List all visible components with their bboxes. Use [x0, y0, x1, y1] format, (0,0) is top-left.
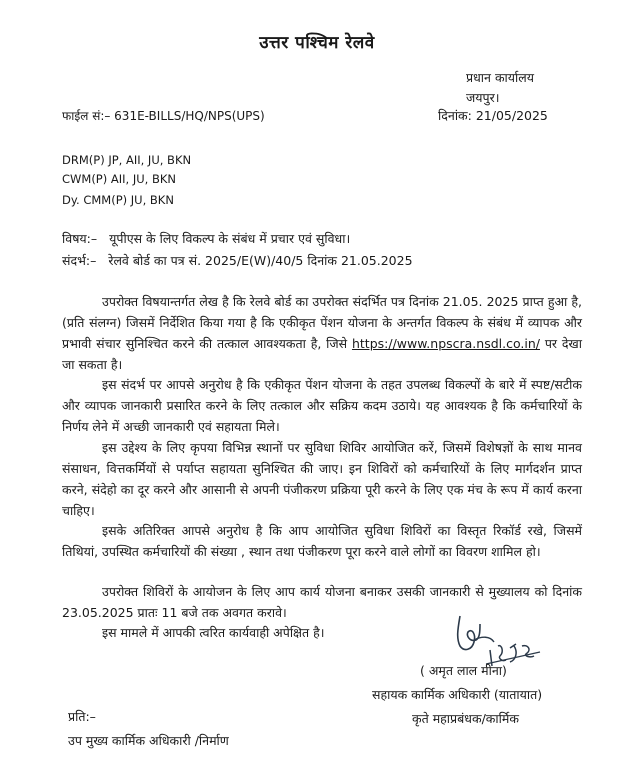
addressee-cwm: CWM(P) AII, JU, BKN	[62, 172, 177, 186]
paragraph-1	[62, 291, 582, 375]
reference-line	[62, 252, 413, 269]
letter-date: दिनांक: 21/05/2025	[438, 108, 548, 123]
paragraph-4-text: इसके अतिरिक्त आपसे अनुरोध है कि आप आयोजित सुविधा शिविरों का विस्तृत रिकॉर्ड रखे, जिसमें तिथियां, उपस्थित कर्मचारियों की संख्या , स्थान तथा पंजीकरण पूरा करने वाले लोगों का विवरण शामिल हो।	[62, 523, 582, 559]
office-block	[466, 68, 534, 108]
subject-label: विषय:–	[62, 231, 98, 246]
addressee-dycmm: Dy. CMM(P) JU, BKN	[62, 193, 174, 207]
office-city: जयपुर।	[466, 90, 500, 105]
paragraph-6-text: इस मामले में आपकी त्वरित कार्यवाही अपेक्षित है।	[102, 625, 325, 640]
paragraph-3	[62, 437, 582, 521]
paragraph-2-text: इस संदर्भ पर आपसे अनुरोध है कि एकीकृत पेंशन योजना के तहत उपलब्ध विकल्पों के बारे में स्पष्ट/सटीक और व्यापक जानकारी प्रसारित करने के लिए तत्काल और सक्रिय कदम उठाये। यह आवश्यक है कि कर्मचारियों के निर्णय लेने में अच्छी जानकारी एवं सहायता मिले।	[62, 377, 582, 434]
letter-heading: उत्तर पश्चिम रेलवे	[259, 33, 375, 53]
addressee-drm: DRM(P) JP, AII, JU, BKN	[62, 153, 192, 167]
file-number: फाईल सं:– 631E-BILLS/HQ/NPS(UPS)	[62, 109, 265, 123]
reference-text: रेलवे बोर्ड का पत्र सं. 2025/E(W)/40/5 दिनांक 21.05.2025	[108, 253, 413, 268]
paragraph-1-tail: पर देखा जा सकता है।	[62, 336, 582, 372]
paragraph-2	[62, 374, 582, 437]
office-name: प्रधान कार्यालय	[466, 70, 534, 85]
paragraph-5-text: उपरोक्त शिविरों के आयोजन के लिए आप कार्य योजना बनाकर उसकी जानकारी से मुख्यालय को दिनांक 23.05.2025 प्रातः 11 बजे तक अवगत करावे।	[62, 584, 582, 620]
signatory-name: ( अमृत लाल मीना)	[420, 663, 507, 678]
paragraph-1-text: उपरोक्त विषयान्तर्गत लेख है कि रेलवे बोर्ड का उपरोक्त संदर्भित पत्र दिनांक 21.05. 2025 प्राप्त हुआ है,(प्रति संलग्न) जिसमें निर्देशित किया गया है कि एकीकृत पेंशन योजना के अन्तर्गत विकल्प के संबंध में व्यापक और प्रभावी संचार सुनिश्चित करने की तत्काल आवश्यकता है, जिसे	[62, 294, 582, 351]
reference-label: संदर्भ:–	[62, 253, 97, 268]
npscra-link[interactable]: https://www.npscra.nsdl.co.in/	[351, 336, 540, 351]
paragraph-4	[62, 520, 582, 562]
signatory-designation: सहायक कार्मिक अधिकारी (यातायात)	[372, 687, 543, 702]
paragraph-3-text: इस उद्देश्य के लिए कृपया विभिन्न स्थानों पर सुविधा शिविर आयोजित करें, जिसमें विशेषज्ञों के साथ मानव संसाधन, वित्तकर्मियों से पर्याप्त सहायता सुनिश्चित की जाए। इन शिविरों को कर्मचारियों के लिए मार्गदर्शन प्राप्त करने, संदेहो का दूर करने और आसानी से अपनी पंजीकरण प्रक्रिया पूरी करने के लिए एक मंच के रूप में कार्य करना चाहिए।	[62, 440, 582, 518]
subject-text: यूपीएस के लिए विकल्प के संबंध में प्रचार एवं सुविधा।	[109, 231, 351, 246]
subject-line	[62, 230, 350, 247]
copy-recipient: उप मुख्य कार्मिक अधिकारी /निर्माण	[68, 733, 229, 748]
signatory-for: कृते महाप्रबंधक/कार्मिक	[412, 711, 519, 726]
copy-label: प्रति:–	[68, 709, 96, 724]
